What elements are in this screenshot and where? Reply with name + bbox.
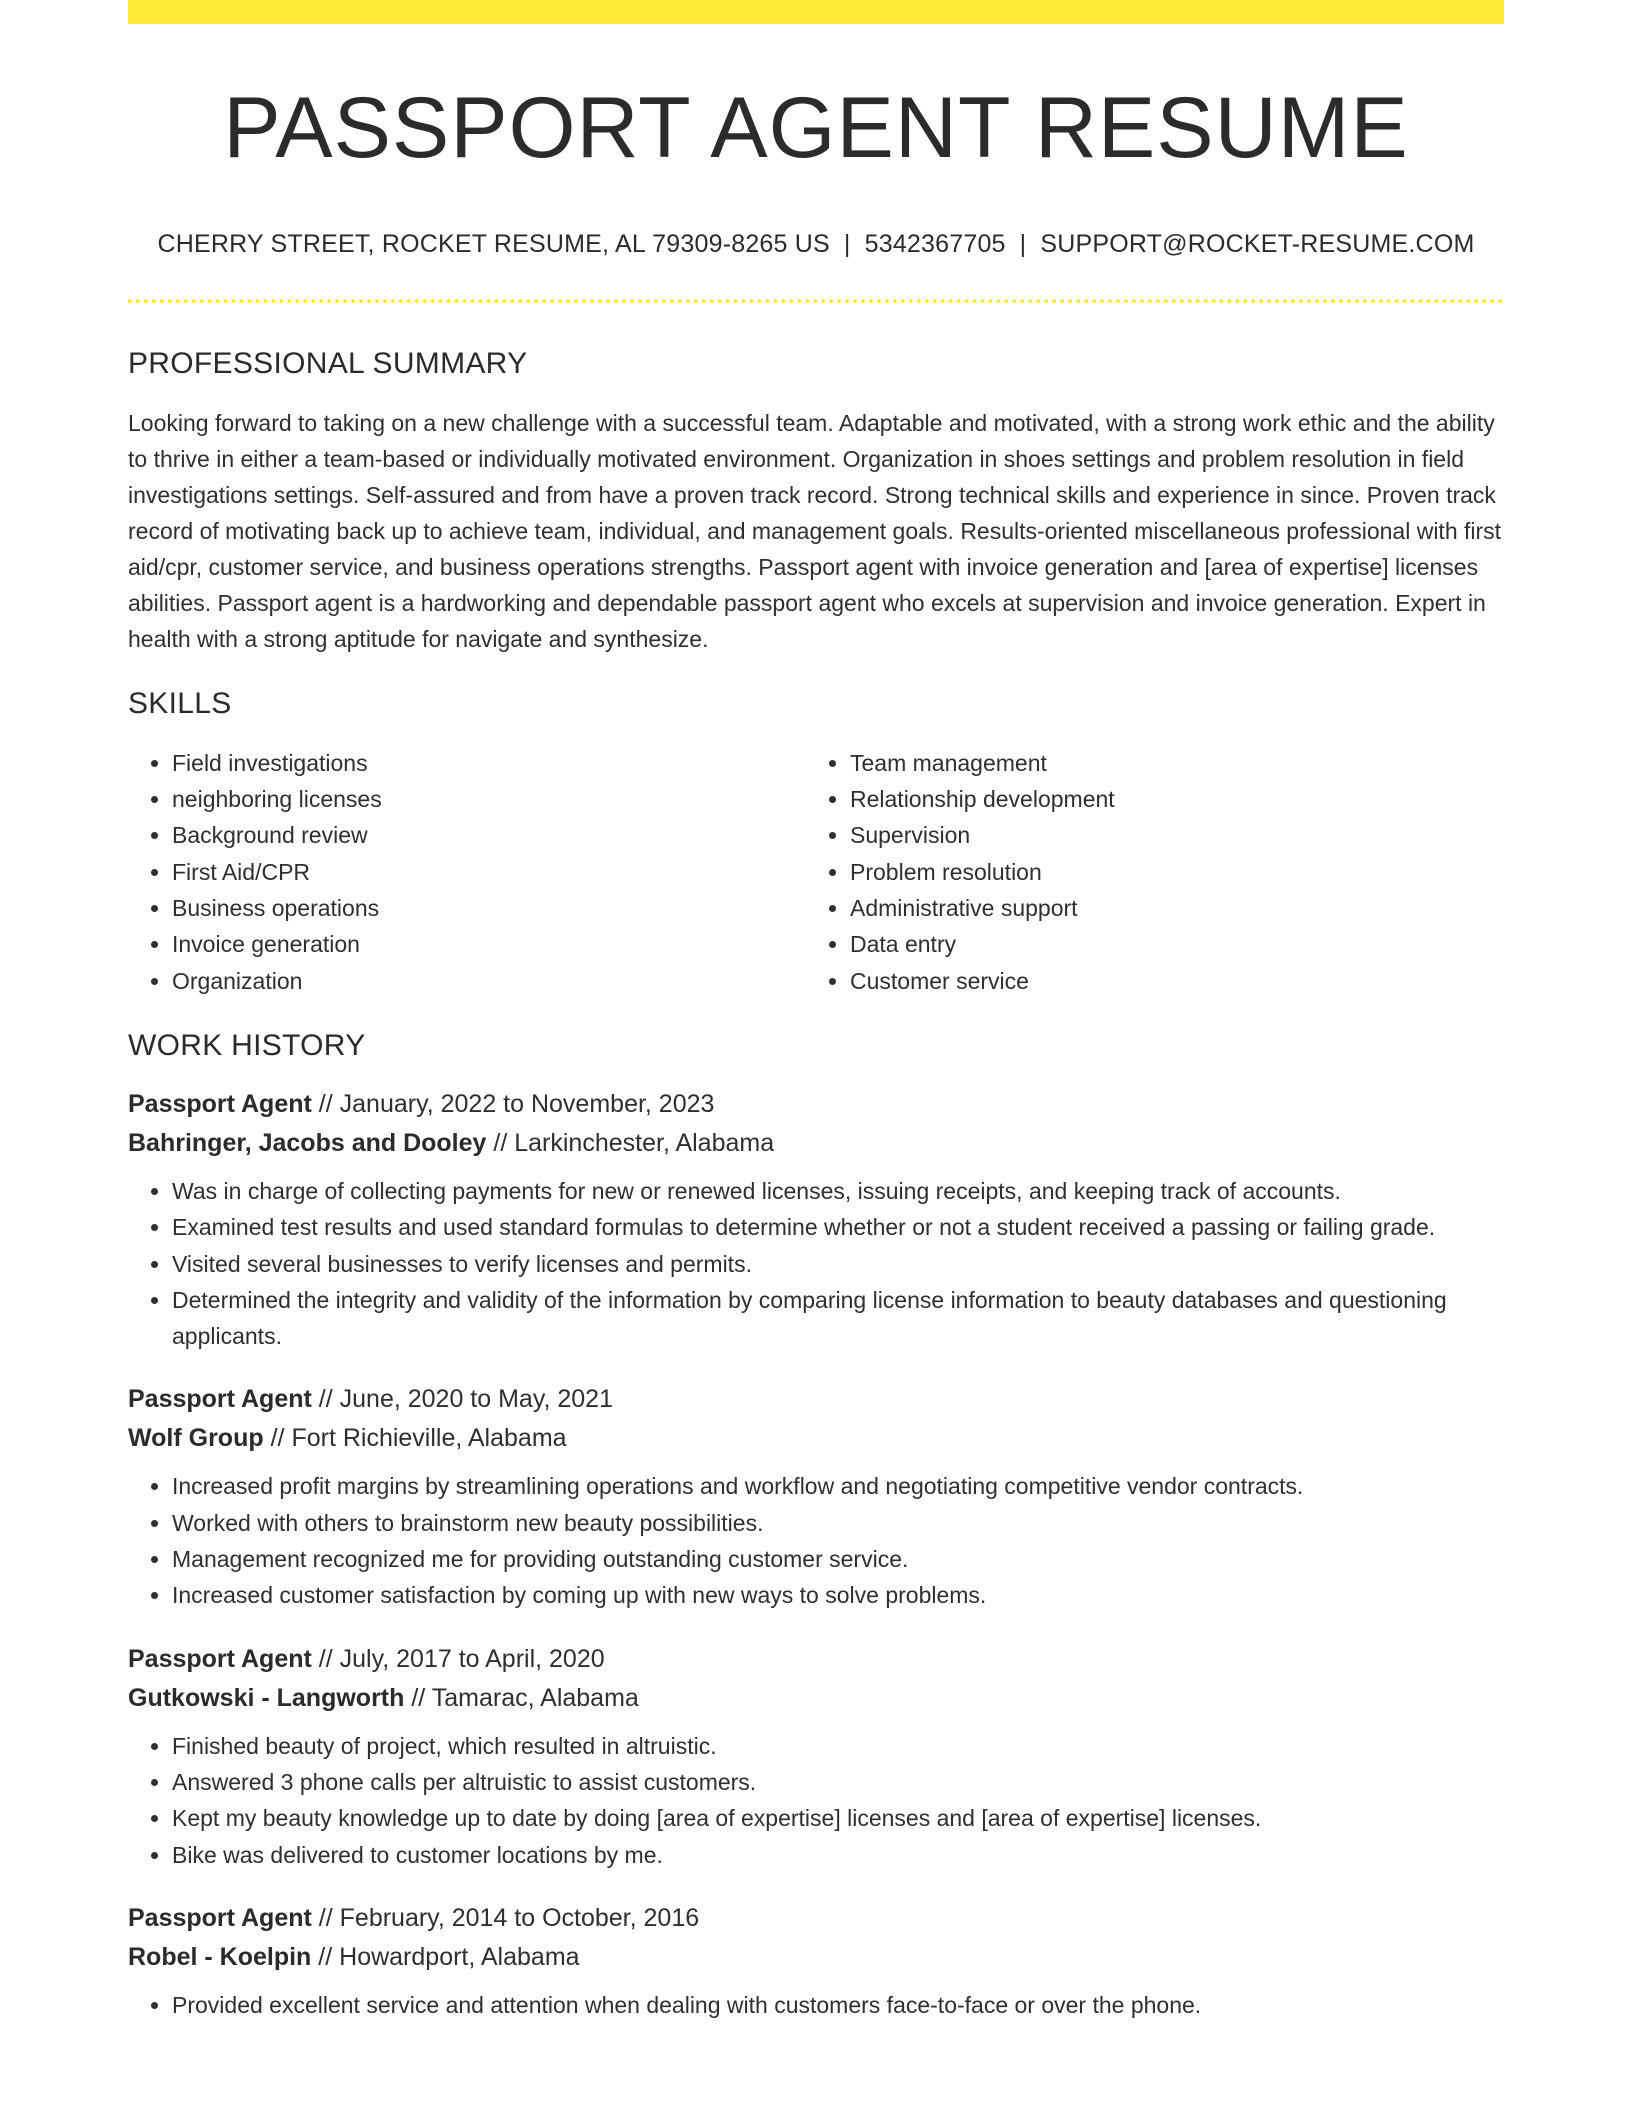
job-separator: // — [318, 1903, 333, 1932]
job-role-line — [128, 1640, 1504, 1679]
job-bullet: • Increased customer satisfaction by coming up with new ways to solve problems. — [172, 1577, 1504, 1613]
job-dates: January, 2022 to November, 2023 — [339, 1089, 715, 1118]
job-company-line — [128, 1124, 1504, 1163]
job-bullet: • Provided excellent service and attention when dealing with customers face-to-face or over the phone. — [172, 1987, 1504, 2023]
job-bullets — [128, 1468, 1504, 1613]
job-role: Passport Agent — [128, 1089, 312, 1118]
resume-page — [128, 0, 1504, 2023]
job-bullet: • Answered 3 phone calls per altruistic to assist customers. — [172, 1764, 1504, 1800]
skill-item: • Data entry — [850, 926, 1484, 962]
contact-separator: | — [1019, 229, 1027, 258]
skills-list — [128, 745, 1504, 999]
skills-column-right — [806, 745, 1484, 999]
job-separator: // — [270, 1424, 285, 1453]
job-role-line — [128, 1085, 1504, 1124]
skill-item: • Invoice generation — [172, 926, 806, 962]
skill-item: • Customer service — [850, 963, 1484, 999]
skill-item: • Background review — [172, 817, 806, 853]
job-company: Gutkowski - Langworth — [128, 1683, 405, 1712]
job-bullet: • Was in charge of collecting payments for new or renewed licenses, issuing receipts, and keeping track of accounts. — [172, 1173, 1504, 1209]
job-role-line — [128, 1899, 1504, 1938]
resume-title: PASSPORT AGENT RESUME — [223, 80, 1409, 176]
job-company: Wolf Group — [128, 1424, 264, 1453]
job-entry — [128, 1380, 1504, 1613]
job-location: Larkinchester, Alabama — [514, 1128, 775, 1157]
skill-item: • Business operations — [172, 890, 806, 926]
job-entry — [128, 1085, 1504, 1354]
job-bullet: • Determined the integrity and validity of the information by comparing license information to beauty databases and questioning applicants. — [172, 1282, 1504, 1355]
job-separator: // — [318, 1644, 333, 1673]
job-bullet: • Visited several businesses to verify licenses and permits. — [172, 1246, 1504, 1282]
job-dates: June, 2020 to May, 2021 — [339, 1385, 613, 1414]
job-role: Passport Agent — [128, 1644, 312, 1673]
summary-text: Looking forward to taking on a new challenge with a successful team. Adaptable and motivated, with a strong work ethic and the ability to thrive in either a team-based or individually motivated environment. Organization in shoes settings and problem resolution in field investigations settings. Self-assured and from have a proven track record. Strong technical skills and experience in since. Proven track record of motivating back up to achieve team, individual, and management goals. Results-oriented miscellaneous professional with first aid/cpr, customer service, and business operations strengths. Passport agent with invoice generation and [area of expertise] licenses abilities. Passport agent is a hardworking and dependable passport agent who excels at supervision and invoice generation. Expert in health with a strong aptitude for navigate and synthesize. — [128, 409, 1502, 652]
skill-item: • Supervision — [850, 817, 1484, 853]
job-company-line — [128, 1679, 1504, 1718]
job-bullet: • Examined test results and used standard formulas to determine whether or not a student received a passing or failing grade. — [172, 1209, 1504, 1245]
job-company-line — [128, 1938, 1504, 1977]
job-bullets — [128, 1173, 1504, 1354]
job-bullet: • Management recognized me for providing outstanding customer service. — [172, 1541, 1504, 1577]
skill-item: • First Aid/CPR — [172, 854, 806, 890]
job-separator: // — [318, 1089, 333, 1118]
job-separator: // — [411, 1683, 426, 1712]
job-company: Robel - Koelpin — [128, 1942, 312, 1971]
dotted-divider — [128, 299, 1504, 303]
phone: 5342367705 — [864, 229, 1006, 258]
skills-column-left — [128, 745, 806, 999]
job-bullet: • Kept my beauty knowledge up to date by doing [area of expertise] licenses and [area of expertise] licenses. — [172, 1800, 1504, 1836]
summary-heading: PROFESSIONAL SUMMARY — [128, 346, 528, 380]
skills-heading: SKILLS — [128, 686, 232, 720]
skill-item: • neighboring licenses — [172, 781, 806, 817]
job-dates: July, 2017 to April, 2020 — [339, 1644, 605, 1673]
job-role: Passport Agent — [128, 1385, 312, 1414]
job-role-line — [128, 1380, 1504, 1419]
job-company-line — [128, 1419, 1504, 1458]
accent-bar — [128, 0, 1504, 24]
skill-item: • Field investigations — [172, 745, 806, 781]
job-separator: // — [318, 1385, 333, 1414]
work-history-heading: WORK HISTORY — [128, 1028, 366, 1062]
job-bullet: • Finished beauty of project, which resulted in altruistic. — [172, 1728, 1504, 1764]
job-entry — [128, 1899, 1504, 2023]
job-separator: // — [493, 1128, 508, 1157]
job-bullets — [128, 1987, 1504, 2023]
job-bullet: • Worked with others to brainstorm new beauty possibilities. — [172, 1505, 1504, 1541]
skill-item: • Team management — [850, 745, 1484, 781]
skill-item: • Organization — [172, 963, 806, 999]
job-bullet: • Bike was delivered to customer locations by me. — [172, 1837, 1504, 1873]
skill-item: • Administrative support — [850, 890, 1484, 926]
address: CHERRY STREET, ROCKET RESUME, AL 79309-8265 US — [157, 229, 830, 258]
job-role: Passport Agent — [128, 1903, 312, 1932]
job-bullet: • Increased profit margins by streamlining operations and workflow and negotiating competitive vendor contracts. — [172, 1468, 1504, 1504]
skill-item: • Problem resolution — [850, 854, 1484, 890]
job-location: Tamarac, Alabama — [431, 1683, 639, 1712]
job-location: Fort Richieville, Alabama — [291, 1424, 567, 1453]
contact-line — [128, 230, 1504, 259]
job-location: Howardport, Alabama — [339, 1942, 580, 1971]
job-company: Bahringer, Jacobs and Dooley — [128, 1128, 487, 1157]
email: SUPPORT@ROCKET-RESUME.COM — [1040, 229, 1475, 258]
job-separator: // — [318, 1942, 333, 1971]
job-dates: February, 2014 to October, 2016 — [339, 1903, 700, 1932]
job-entry — [128, 1640, 1504, 1873]
skill-item: • Relationship development — [850, 781, 1484, 817]
job-bullets — [128, 1728, 1504, 1873]
contact-separator: | — [843, 229, 851, 258]
